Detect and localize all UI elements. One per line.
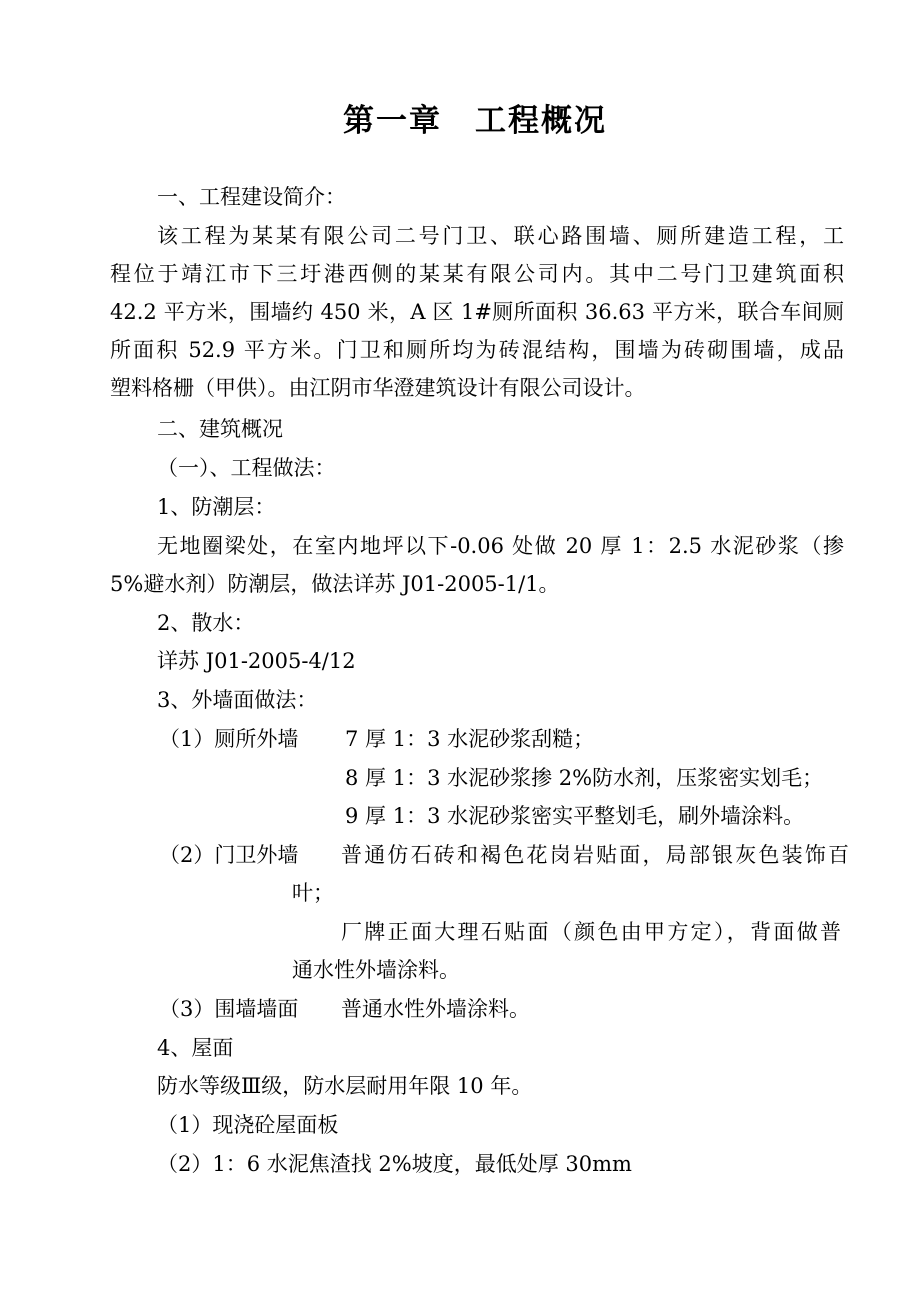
section-heading: 一、工程建设简介： <box>157 185 346 209</box>
paragraph-line: 所面积 52.9 平方米。门卫和厕所均为砖混结构，围墙为砖砌围墙，成品 <box>110 338 844 362</box>
section-heading: 二、建筑概况 <box>157 417 283 441</box>
paragraph-line: 42.2 平方米，围墙约 450 米，A 区 1#厕所面积 36.63 平方米，联合车间厕 <box>110 300 844 324</box>
paragraph-line: 塑料格栅（甲供）。由江阴市华澄建筑设计有限公司设计。 <box>110 376 646 400</box>
wall-type-label: （1）厕所外墙 <box>159 727 299 751</box>
spec-line: 9 厚 1：3 水泥砂浆密实平整划毛，刷外墙涂料。 <box>345 804 805 828</box>
paragraph-line: 详苏 J01-2005-4/12 <box>157 649 356 673</box>
subsection-heading: （一）、工程做法： <box>157 456 336 480</box>
paragraph-line: 防水等级Ⅲ级，防水层耐用年限 10 年。 <box>157 1074 533 1098</box>
spec-line: （1）现浇砼屋面板 <box>157 1113 339 1137</box>
spec-line: 8 厚 1：3 水泥砂浆掺 2%防水剂，压浆密实划毛； <box>345 766 824 790</box>
spec-line: 叶； <box>292 881 334 905</box>
item-heading: 4、屋面 <box>157 1036 234 1060</box>
spec-line: 普通仿石砖和褐色花岗岩贴面，局部银灰色装饰百 <box>341 843 849 867</box>
spec-line: 通水性外墙涂料。 <box>292 958 460 982</box>
spec-line: 厂牌正面大理石贴面（颜色由甲方定），背面做普 <box>341 920 841 944</box>
item-heading: 2、散水： <box>157 611 255 635</box>
spec-line: 普通水性外墙涂料。 <box>341 997 530 1021</box>
item-heading: 1、防潮层： <box>157 495 276 519</box>
wall-type-label: （2）门卫外墙 <box>159 843 299 867</box>
paragraph-line: 该工程为某某有限公司二号门卫、联心路围墙、厕所建造工程，工 <box>157 224 844 248</box>
paragraph-line: 无地圈梁处，在室内地坪以下-0.06 处做 20 厚 1：2.5 水泥砂浆（掺 <box>157 534 844 558</box>
paragraph-line: 5%避水剂）防潮层，做法详苏 J01-2005-1/1。 <box>110 572 560 596</box>
spec-line: （2）1：6 水泥焦渣找 2%坡度，最低处厚 30mm <box>157 1152 632 1176</box>
spec-line: 7 厚 1：3 水泥砂浆刮糙； <box>345 727 595 751</box>
chapter-title: 第一章 工程概况 <box>343 103 607 139</box>
paragraph-line: 程位于靖江市下三圩港西侧的某某有限公司内。其中二号门卫建筑面积 <box>110 262 844 286</box>
wall-type-label: （3）围墙墙面 <box>159 997 299 1021</box>
item-heading: 3、外墙面做法： <box>157 688 318 712</box>
